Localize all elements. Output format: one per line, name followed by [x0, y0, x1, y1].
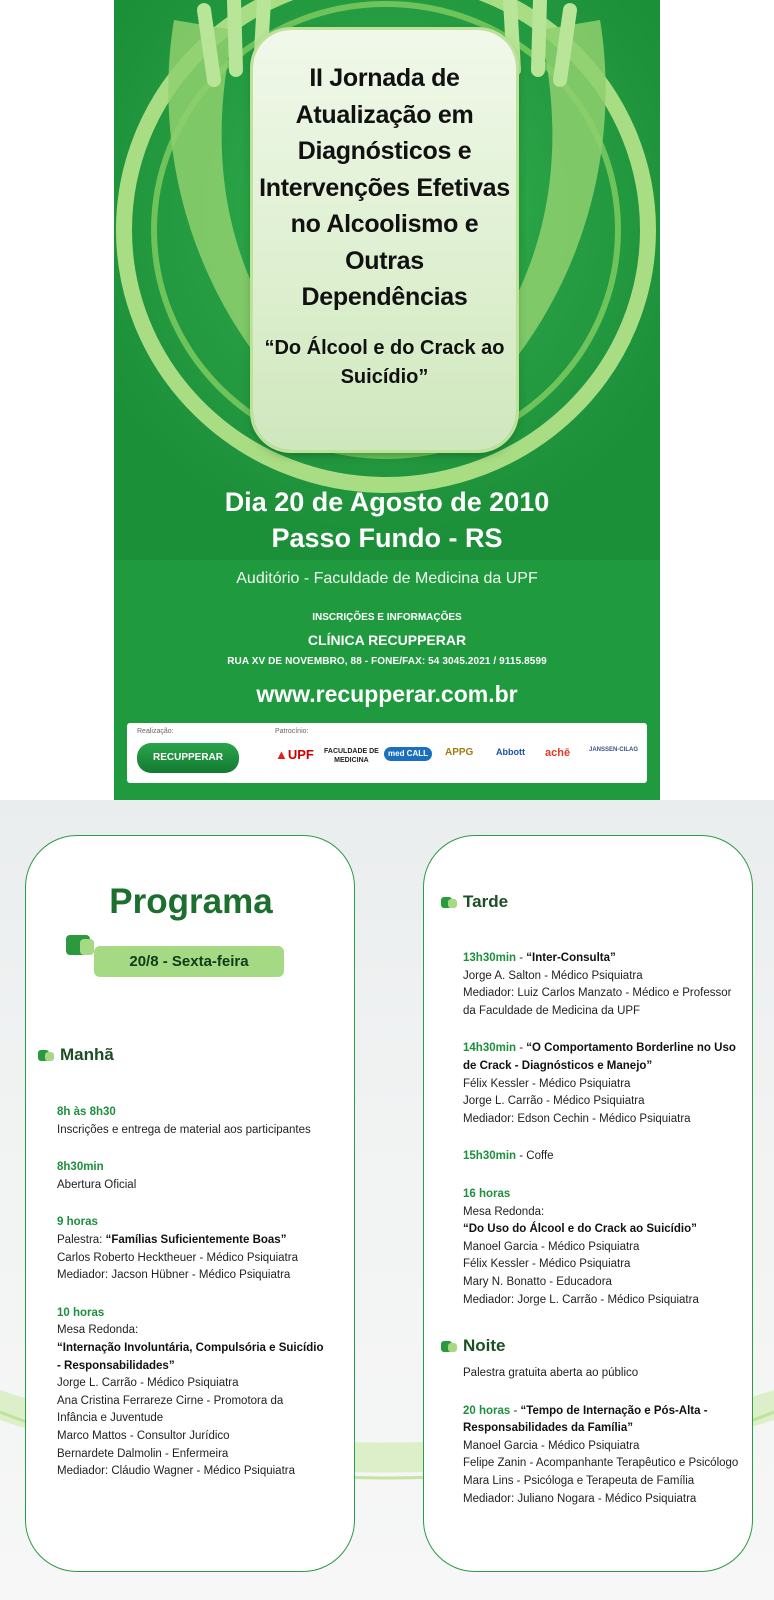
sponsor-bar	[127, 723, 647, 783]
entry-speaker: Mediador: Cláudio Wagner - Médico Psiquiatra	[57, 1465, 295, 1478]
entry-talk-line: 13h30min - “Inter-Consulta”	[463, 952, 616, 964]
entry-prefix: Palestra:	[57, 1233, 106, 1246]
entry-speaker: Mediador: Luiz Carlos Manzato - Médico e Professor	[463, 987, 732, 1000]
entry-time: 10 horas	[57, 1306, 105, 1319]
ache-logo: achē	[545, 747, 571, 759]
entry-speaker: Mediador: Juliano Nogara - Médico Psiquiatra	[463, 1492, 697, 1505]
entry-talk: “Do Uso do Álcool e do Crack ao Suicídio”	[463, 1223, 697, 1236]
noite-entries	[463, 1365, 753, 1508]
faculdade-line1: FACULDADE DE	[324, 748, 379, 755]
pill-bullet-icon	[441, 1341, 457, 1352]
event-date: Dia 20 de Agosto de 2010	[224, 487, 550, 517]
entry-talk: “Inter-Consulta”	[526, 952, 616, 964]
medcall-logo: med CALL	[384, 747, 432, 761]
abbott-logo: Abbott	[496, 747, 525, 757]
entry-talk-line: 20 horas - “Tempo de Internação e Pós-Alta -	[463, 1404, 708, 1417]
entry-speaker: Jorge A. Salton - Médico Psiquiatra	[463, 969, 643, 982]
entry-time: 20 horas	[463, 1404, 511, 1417]
entry-speaker: da Faculdade de Medicina da UPF	[463, 1004, 641, 1017]
entry-prefix: Mesa Redonda:	[463, 1205, 545, 1218]
program-section	[0, 800, 774, 1600]
entry-time: 13h30min	[463, 952, 517, 964]
section-tarde-heading: Tarde	[463, 892, 509, 911]
upf-logo-text: UPF	[287, 747, 314, 762]
date-tab: 20/8 - Sexta-feira	[94, 946, 284, 977]
entry-time: 14h30min	[463, 1042, 517, 1055]
website-link[interactable]: www.recupperar.com.br	[256, 681, 518, 707]
entry-desc: Abertura Oficial	[57, 1178, 137, 1191]
entry-talk: - Responsabilidades”	[57, 1359, 175, 1372]
entry-time: 16 horas	[463, 1187, 511, 1200]
event-slogan: “Do Álcool e do Crack ao Suicídio”	[264, 336, 505, 388]
entry-speaker: Carlos Roberto Hecktheuer - Médico Psiquiatra	[57, 1251, 298, 1264]
event-poster	[114, 0, 660, 800]
section-tarde	[441, 892, 508, 912]
entry-talk: “O Comportamento Borderline no Uso	[526, 1042, 736, 1055]
tab-pill-icon	[66, 935, 94, 957]
entry-desc: Inscrições e entrega de material aos participantes	[57, 1123, 311, 1136]
patrocinio-label: Patrocínio:	[275, 728, 309, 735]
section-manha-heading: Manhã	[60, 1045, 114, 1064]
pill-bullet-icon	[38, 1050, 54, 1061]
entry-speaker: Félix Kessler - Médico Psiquiatra	[463, 1258, 631, 1271]
entry-time: 8h às 8h30	[57, 1106, 116, 1118]
entry-speaker: Félix Kessler - Médico Psiquiatra	[463, 1077, 631, 1090]
entry-talk: “Internação Involuntária, Compulsória e Suicídio	[57, 1341, 324, 1354]
section-manha	[38, 1045, 114, 1065]
entry-speaker: Marco Mattos - Consultor Jurídico	[57, 1429, 230, 1442]
entry-time: 9 horas	[57, 1216, 98, 1229]
section-noite	[441, 1336, 506, 1356]
entry-prefix: Mesa Redonda:	[57, 1324, 139, 1337]
program-right-panel	[423, 835, 753, 1572]
entry-speaker: Mary N. Bonatto - Educadora	[463, 1275, 612, 1288]
manha-entries	[57, 1104, 347, 1481]
title-card	[253, 30, 516, 450]
entry-talk: “Famílias Suficientemente Boas”	[105, 1233, 287, 1246]
entry-time: 8h30min	[57, 1161, 104, 1174]
pill-bullet-icon	[441, 897, 457, 908]
event-venue: Auditório - Faculdade de Medicina da UPF	[236, 570, 538, 587]
entry-desc: Coffe	[526, 1150, 554, 1163]
program-title: Programa	[109, 882, 273, 921]
entry-talk: “Tempo de Internação e Pós-Alta -	[520, 1404, 708, 1417]
entry-speaker: Jorge L. Carrão - Médico Psiquiatra	[57, 1377, 239, 1390]
recupperar-logo: RECUPPERAR	[137, 743, 239, 773]
entry-speaker: Bernardete Dalmolin - Enfermeira	[57, 1447, 229, 1460]
entry-talk-line: 15h30min - Coffe	[463, 1150, 554, 1163]
section-noite-heading: Noite	[463, 1336, 506, 1355]
entry-speaker: Ana Cristina Ferrareze Cirne - Promotora da	[57, 1394, 284, 1407]
realizacao-label: Realização:	[137, 728, 174, 735]
entry-speaker: Mara Lins - Psicóloga e Terapeuta de Família	[463, 1474, 695, 1487]
upf-logo: ▲UPF	[275, 747, 314, 762]
entry-talk: Responsabilidades da Família”	[463, 1422, 633, 1435]
faculdade-line2: MEDICINA	[334, 757, 369, 764]
tarde-entries	[463, 950, 753, 1309]
entry-talk: de Crack - Diagnósticos e Manejo”	[463, 1059, 653, 1072]
entry-speaker: Jorge L. Carrão - Médico Psiquiatra	[463, 1095, 645, 1108]
entry-speaker: Mediador: Jacson Hübner - Médico Psiquiatra	[57, 1269, 291, 1282]
janssen-logo: JANSSEN-CILAG	[589, 747, 639, 753]
info-label: INSCRIÇÕES E INFORMAÇÕES	[312, 612, 462, 623]
event-title: II Jornada de Atualização em Diagnósticos e Intervenções Efetivas no Alcoolismo e Outras Dependências	[259, 64, 510, 311]
entry-talk-line: 14h30min - “O Comportamento Borderline no Uso	[463, 1042, 736, 1055]
entry-talk-line	[57, 1232, 347, 1250]
entry-time: 15h30min	[463, 1150, 517, 1163]
faculdade-medicina-logo	[324, 747, 379, 765]
program-left-panel	[25, 835, 355, 1572]
entry-speaker: Mediador: Edson Cechin - Médico Psiquiatra	[463, 1112, 691, 1125]
appg-logo: APPG	[445, 747, 474, 758]
clinic-name: CLÍNICA RECUPPERAR	[307, 632, 467, 648]
entry-speaker: Felipe Zanin - Acompanhante Terapêutico e Psicólogo	[463, 1457, 739, 1470]
entry-speaker: Mediador: Jorge L. Carrão - Médico Psiquiatra	[463, 1293, 699, 1306]
noite-intro: Palestra gratuita aberta ao público	[463, 1367, 639, 1379]
entry-speaker: Infância e Juventude	[57, 1412, 164, 1425]
entry-speaker: Manoel Garcia - Médico Psiquiatra	[463, 1240, 640, 1253]
entry-speaker: Manoel Garcia - Médico Psiquiatra	[463, 1439, 640, 1452]
event-city: Passo Fundo - RS	[271, 523, 503, 553]
clinic-address: RUA XV DE NOVEMBRO, 88 - FONE/FAX: 54 3045.2021 / 9115.8599	[227, 656, 547, 667]
